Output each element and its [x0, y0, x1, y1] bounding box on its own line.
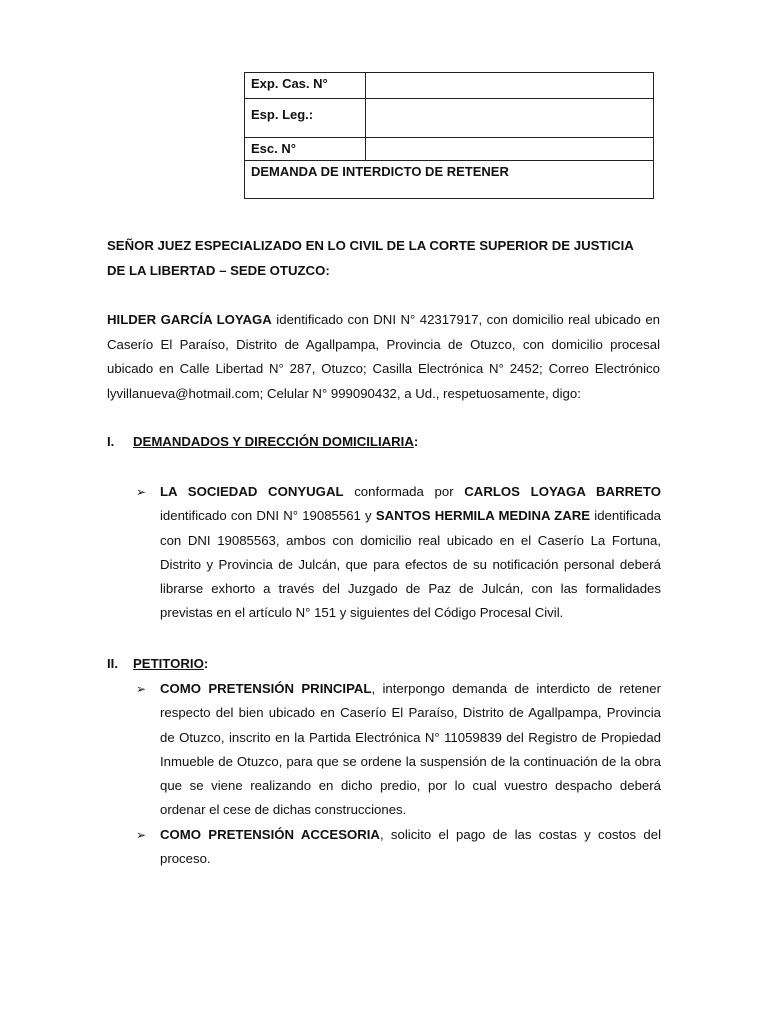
principal-claim-label: COMO PRETENSIÓN PRINCIPAL	[160, 681, 372, 696]
document-title: DEMANDA DE INTERDICTO DE RETENER	[245, 161, 654, 199]
intro-text: identificado con DNI N° 42317917, con domicilio real ubicado en Caserío El Paraíso, Distrito de Agallpampa, Provincia de Otuzco, con domicilio procesal ubicado en Calle Libertad N° 287, Otuzco; Casilla Electrónica N° 2452; Correo Electrónico lyvillanueva@hotmail.com; Celular N° 999090432, a Ud., respetuosamente, digo:	[107, 312, 660, 401]
arrow-bullet-icon: ➢	[136, 682, 147, 696]
accessory-claim-label: COMO PRETENSIÓN ACCESORIA	[160, 827, 380, 842]
principal-claim-paragraph	[160, 677, 661, 823]
defendants-text-3: identificada con DNI 19085563, ambos con domicilio real ubicado en el Caserío La Fortuna, Distrito y Provincia de Julcán, que para efectos de su notificación personal deberá librarse exhorto a través del Juzgado de Paz de Julcán, con las formalidades previstas en el artículo N° 151 y siguientes del Código Procesal Civil.	[160, 508, 661, 621]
principal-claim-text: , interpongo demanda de interdicto de retener respecto del bien ubicado en Caserío El Paraíso, Distrito de Agallpampa, Provincia de Otuzco, inscrito en la Partida Electrónica N° 11059839 del Registro de Propiedad Inmueble de Otuzco, para que se ordene la suspensión de la continuación de la obra que se viene realizando en dicho predio, por lo cual vuestro despacho deberá ordenar el cese de dichas construcciones.	[160, 681, 661, 818]
esc-value	[366, 138, 654, 161]
plaintiff-name: HILDER GARCÍA LOYAGA	[107, 312, 272, 327]
intro-paragraph	[107, 308, 660, 406]
esp-leg-value	[366, 99, 654, 138]
addressee	[107, 234, 660, 283]
case-header-table	[244, 72, 654, 199]
accessory-claim-text: , solicito el pago de las costas y costos del proceso.	[160, 827, 661, 867]
defendants-text-1: conformada por	[343, 484, 465, 499]
defendants-paragraph	[160, 480, 661, 626]
section-1-title: DEMANDADOS Y DIRECCIÓN DOMICILIARIA	[133, 434, 414, 449]
defendant-party: LA SOCIEDAD CONYUGAL	[160, 484, 344, 499]
defendant-2-name: SANTOS HERMILA MEDINA ZARE	[375, 508, 591, 524]
section-1-number: I.	[107, 434, 115, 449]
section-2-title: PETITORIO	[133, 656, 204, 671]
accessory-claim-paragraph	[160, 823, 661, 872]
addressee-line-2: DE LA LIBERTAD – SEDE OTUZCO:	[107, 262, 330, 278]
defendants-text-2: identificado con DNI N° 19085561 y	[160, 508, 376, 524]
section-2-colon: :	[203, 656, 209, 671]
esc-label: Esc. N°	[245, 138, 366, 161]
arrow-bullet-icon: ➢	[136, 828, 147, 842]
section-2-heading	[133, 652, 208, 676]
exp-cas-label: Exp. Cas. N°	[245, 73, 366, 99]
esp-leg-label: Esp. Leg.:	[245, 99, 366, 138]
arrow-bullet-icon: ➢	[136, 485, 147, 499]
addressee-line-1: SEÑOR JUEZ ESPECIALIZADO EN LO CIVIL DE LA CORTE SUPERIOR DE JUSTICIA	[107, 238, 634, 253]
section-1-colon: :	[413, 434, 419, 449]
defendant-1-name: CARLOS LOYAGA BARRETO	[464, 484, 661, 499]
section-2-number: II.	[107, 656, 118, 671]
section-1-heading	[133, 430, 418, 454]
exp-cas-value	[366, 73, 654, 99]
